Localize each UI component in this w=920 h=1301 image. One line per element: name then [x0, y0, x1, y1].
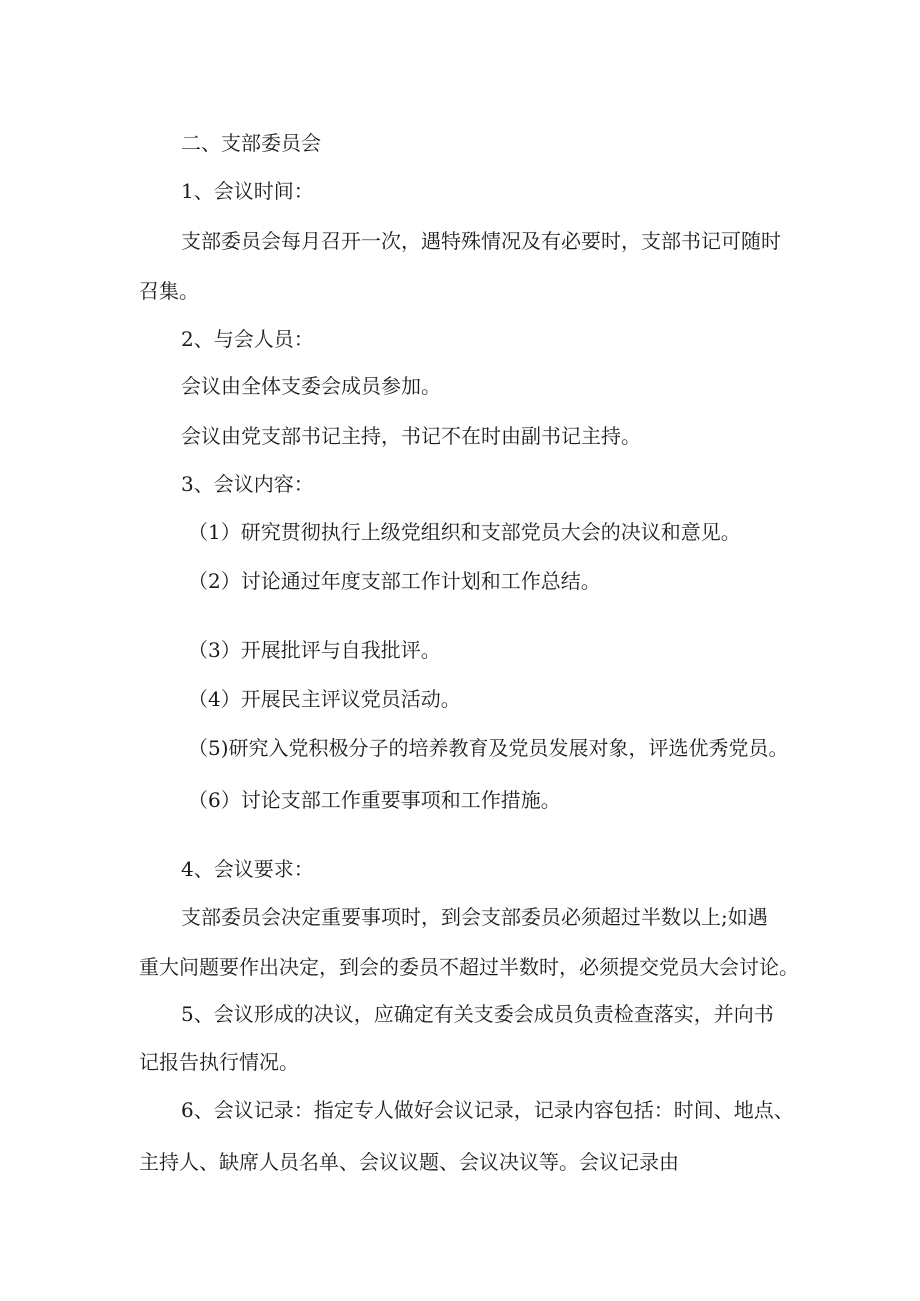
attendees-text2: 会议由党支部书记主持，书记不在时由副书记主持。 — [181, 424, 641, 448]
resolution-text-line2: 记报告执行情况。 — [139, 1050, 299, 1074]
attendees-text1: 会议由全体支委会成员参加。 — [181, 374, 441, 398]
requirements-text-line1: 支部委员会决定重要事项时，到会支部委员必须超过半数以上;如遇 — [181, 905, 768, 929]
content-item: （2）讨论通过年度支部工作计划和工作总结。 — [188, 569, 601, 593]
content-item: （1）研究贯彻执行上级党组织和支部党员大会的决议和意见。 — [188, 520, 741, 544]
content-item: （4）开展民主评议党员活动。 — [188, 687, 461, 711]
content-heading: 3、会议内容： — [181, 472, 314, 496]
records-text-line2: 主持人、缺席人员名单、会议议题、会议决议等。会议记录由 — [139, 1150, 679, 1174]
resolution-text-line1: 5、会议形成的决议，应确定有关支委会成员负责检查落实，并向书 — [181, 1002, 774, 1026]
meeting-time-heading: 1、会议时间： — [181, 179, 314, 203]
content-item: （3）开展批评与自我批评。 — [188, 638, 441, 662]
requirements-heading: 4、会议要求： — [181, 857, 314, 881]
meeting-time-text-line1: 支部委员会每月召开一次，遇特殊情况及有必要时，支部书记可随时 — [181, 229, 781, 253]
content-item: （5)研究入党积极分子的培养教育及党员发展对象，评选优秀党员。 — [188, 736, 789, 760]
records-text-line1: 6、会议记录：指定专人做好会议记录，记录内容包括：时间、地点、 — [181, 1098, 794, 1122]
meeting-time-text-line2: 召集。 — [139, 279, 199, 303]
requirements-text-line2: 重大问题要作出决定，到会的委员不超过半数时，必须提交党员大会讨论。 — [139, 955, 799, 979]
attendees-heading: 2、与会人员： — [181, 327, 314, 351]
content-item: （6）讨论支部工作重要事项和工作措施。 — [188, 788, 561, 812]
section-title: 二、支部委员会 — [181, 131, 321, 155]
